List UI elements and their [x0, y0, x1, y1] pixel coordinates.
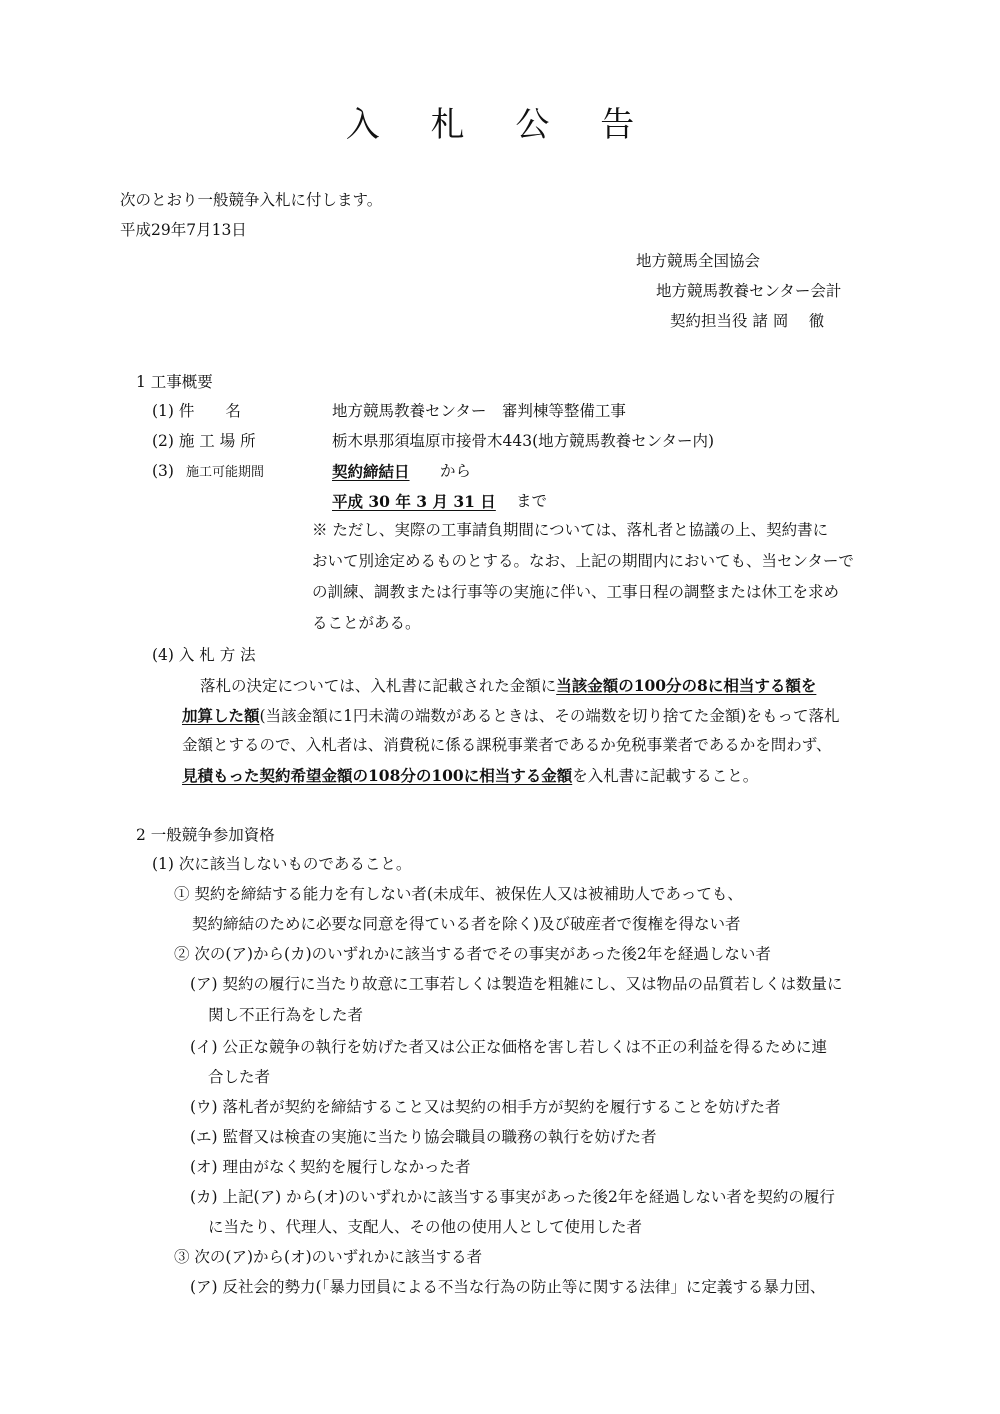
period-from: から	[440, 462, 472, 480]
period-start: 契約締結日	[332, 462, 410, 481]
condition-2i-line-1: (イ) 公正な競争の執行を妨げた者又は公正な価格を害し若しくは不正の利益を得るために連	[190, 1038, 828, 1056]
item-value-location: 栃木県那須塩原市接骨木443(地方競馬教養センター内)	[332, 432, 715, 450]
method-line-4-text: を入札書に記載すること。	[572, 767, 759, 785]
period-note-line-1: ※ ただし、実際の工事請負期間については、落札者と協議の上、契約書に	[312, 521, 829, 539]
section2-heading: 2 一般競争参加資格	[136, 826, 275, 844]
method-line-4-emphasis: 見積もった契約希望金額の108分の100に相当する金額	[182, 766, 573, 785]
method-line-2-text: (当該金額に1円未満の端数があるときは、その端数を切り捨てた金額)をもって落札	[259, 707, 840, 725]
period-note-line-3: の訓練、調教または行事等の実施に伴い、工事日程の調整または休工を求め	[312, 583, 840, 601]
condition-3: ③ 次の(ア)から(オ)のいずれかに該当する者	[174, 1248, 483, 1266]
period-end: 平成 30 年 3 月 31 日	[332, 492, 496, 511]
period-note-line-2: おいて別途定めるものとする。なお、上記の期間内においても、当センターで	[312, 552, 854, 570]
condition-2a-line-1: (ア) 契約の履行に当たり故意に工事若しくは製造を粗雑にし、又は物品の品質若しくは数量に	[190, 975, 843, 993]
issuer-officer: 契約担当役 諸 岡 徹	[670, 312, 825, 330]
condition-2a-line-2: 関し不正行為をした者	[208, 1006, 364, 1024]
item-label-location: (2) 施 工 場 所	[152, 432, 256, 450]
issuer-organization: 地方競馬全国協会	[636, 252, 761, 270]
period-note-line-4: ることがある。	[312, 614, 421, 632]
condition-2: ② 次の(ア)から(カ)のいずれかに該当する者でその事実があった後2年を経過しない者	[174, 945, 771, 963]
issuer-account: 地方競馬教養センター会計	[656, 282, 842, 300]
condition-2i-line-2: 合した者	[208, 1068, 271, 1086]
method-line-1-text: 落札の決定については、入札書に記載された金額に	[200, 677, 557, 695]
condition-2ka-line-2: に当たり、代理人、支配人、その他の使用人として使用した者	[208, 1218, 643, 1236]
condition-2o: (オ) 理由がなく契約を履行しなかった者	[190, 1158, 471, 1176]
method-line-4	[182, 768, 758, 785]
condition-2u: (ウ) 落札者が契約を締結すること又は契約の相手方が契約を履行することを妨げた者	[190, 1098, 781, 1116]
item-label-period: 施工可能期間	[186, 465, 265, 480]
condition-1-line-2: 契約締結のために必要な同意を得ている者を除く)及び破産者で復権を得ない者	[192, 915, 741, 933]
item-label-method: (4) 入 札 方 法	[152, 646, 256, 664]
method-line-2-emphasis: 加算した額	[182, 706, 260, 725]
method-line-1-emphasis: 当該金額の100分の8に相当する額を	[556, 676, 817, 695]
section1-heading: 1 工事概要	[136, 373, 213, 391]
condition-2ka-line-1: (カ) 上記(ア) から(オ)のいずれかに該当する事実があった後2年を経過しない者を契約の履行	[190, 1188, 835, 1206]
item-label-name: (1) 件 名	[152, 402, 241, 420]
page-title: 入 札 公 告	[345, 105, 655, 145]
condition-1-line-1: ① 契約を締結する能力を有しない者(未成年、被保佐人又は被補助人であっても、	[174, 885, 743, 903]
method-line-1	[200, 678, 816, 695]
method-line-2	[182, 708, 839, 725]
qualification-item-1: (1) 次に該当しないものであること。	[152, 855, 412, 873]
condition-2e: (エ) 監督又は検査の実施に当たり協会職員の職務の執行を妨げた者	[190, 1128, 657, 1146]
intro-text: 次のとおり一般競争入札に付します。	[120, 191, 383, 209]
method-line-3: 金額とするので、入札者は、消費税に係る課税事業者であるか免税事業者であるかを問わず、	[182, 736, 832, 754]
condition-3a: (ア) 反社会的勢力(「暴力団員による不当な行為の防止等に関する法律」に定義する暴力団、	[190, 1278, 826, 1296]
period-to: まで	[516, 492, 548, 510]
item-value-name: 地方競馬教養センター 審判棟等整備工事	[332, 402, 626, 420]
notice-date: 平成29年7月13日	[120, 221, 247, 239]
item-number-period: (3)	[152, 462, 174, 480]
